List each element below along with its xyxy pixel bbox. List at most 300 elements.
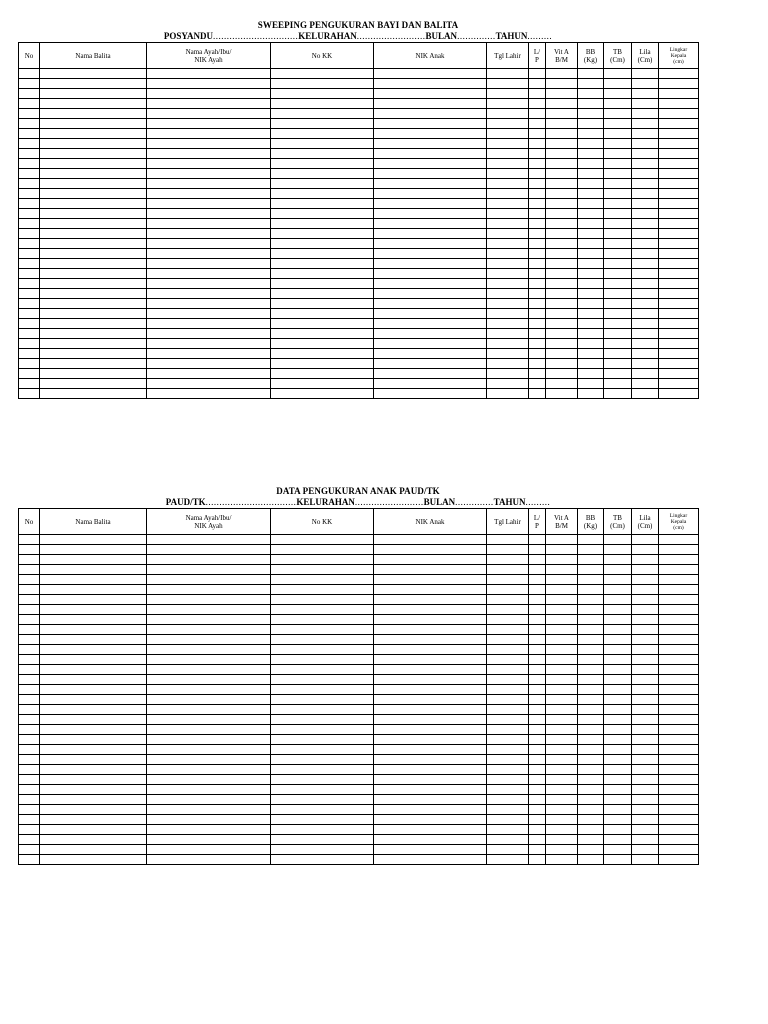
cell-bb[interactable]: [578, 735, 604, 745]
cell-no[interactable]: [19, 139, 40, 149]
cell-tb[interactable]: [604, 219, 632, 229]
cell-nama-ayah-ibu[interactable]: [147, 269, 271, 279]
cell-bb[interactable]: [578, 745, 604, 755]
cell-nama-balita[interactable]: [40, 685, 147, 695]
cell-nama-balita[interactable]: [40, 855, 147, 865]
cell-no[interactable]: [19, 199, 40, 209]
cell-lila[interactable]: [632, 199, 659, 209]
cell-lp[interactable]: [529, 535, 546, 545]
cell-no-kk[interactable]: [271, 269, 374, 279]
cell-no[interactable]: [19, 349, 40, 359]
cell-no-kk[interactable]: [271, 805, 374, 815]
cell-nik-anak[interactable]: [374, 69, 487, 79]
cell-lila[interactable]: [632, 99, 659, 109]
cell-no[interactable]: [19, 329, 40, 339]
cell-no[interactable]: [19, 635, 40, 645]
cell-bb[interactable]: [578, 259, 604, 269]
cell-nik-anak[interactable]: [374, 755, 487, 765]
cell-bb[interactable]: [578, 725, 604, 735]
cell-tb[interactable]: [604, 765, 632, 775]
cell-nama-balita[interactable]: [40, 785, 147, 795]
cell-lila[interactable]: [632, 585, 659, 595]
cell-nama-ayah-ibu[interactable]: [147, 575, 271, 585]
cell-lp[interactable]: [529, 349, 546, 359]
cell-nik-anak[interactable]: [374, 289, 487, 299]
cell-nama-ayah-ibu[interactable]: [147, 359, 271, 369]
cell-vit-a[interactable]: [546, 585, 578, 595]
field-posyandu-dots[interactable]: ...............................: [213, 31, 299, 41]
cell-nama-balita[interactable]: [40, 585, 147, 595]
cell-no[interactable]: [19, 109, 40, 119]
cell-tb[interactable]: [604, 785, 632, 795]
cell-bb[interactable]: [578, 535, 604, 545]
cell-no-kk[interactable]: [271, 815, 374, 825]
cell-nama-balita[interactable]: [40, 695, 147, 705]
cell-tb[interactable]: [604, 389, 632, 399]
cell-nama-balita[interactable]: [40, 805, 147, 815]
cell-lingkar-kepala[interactable]: [659, 239, 699, 249]
cell-lingkar-kepala[interactable]: [659, 79, 699, 89]
cell-nama-balita[interactable]: [40, 179, 147, 189]
cell-lingkar-kepala[interactable]: [659, 209, 699, 219]
cell-no-kk[interactable]: [271, 685, 374, 695]
cell-tgl-lahir[interactable]: [487, 585, 529, 595]
cell-tgl-lahir[interactable]: [487, 535, 529, 545]
cell-lp[interactable]: [529, 99, 546, 109]
cell-lingkar-kepala[interactable]: [659, 199, 699, 209]
cell-bb[interactable]: [578, 219, 604, 229]
cell-nik-anak[interactable]: [374, 239, 487, 249]
cell-bb[interactable]: [578, 635, 604, 645]
cell-tb[interactable]: [604, 585, 632, 595]
cell-lp[interactable]: [529, 189, 546, 199]
cell-nik-anak[interactable]: [374, 339, 487, 349]
cell-nik-anak[interactable]: [374, 369, 487, 379]
cell-lp[interactable]: [529, 705, 546, 715]
cell-lingkar-kepala[interactable]: [659, 805, 699, 815]
cell-nama-ayah-ibu[interactable]: [147, 545, 271, 555]
cell-nama-balita[interactable]: [40, 129, 147, 139]
cell-nama-ayah-ibu[interactable]: [147, 369, 271, 379]
cell-lila[interactable]: [632, 785, 659, 795]
cell-tgl-lahir[interactable]: [487, 635, 529, 645]
cell-no-kk[interactable]: [271, 765, 374, 775]
cell-tb[interactable]: [604, 815, 632, 825]
cell-lp[interactable]: [529, 129, 546, 139]
cell-vit-a[interactable]: [546, 129, 578, 139]
cell-tgl-lahir[interactable]: [487, 369, 529, 379]
cell-lingkar-kepala[interactable]: [659, 359, 699, 369]
cell-nik-anak[interactable]: [374, 89, 487, 99]
cell-no[interactable]: [19, 575, 40, 585]
cell-lingkar-kepala[interactable]: [659, 855, 699, 865]
cell-lila[interactable]: [632, 635, 659, 645]
cell-lp[interactable]: [529, 735, 546, 745]
cell-tgl-lahir[interactable]: [487, 149, 529, 159]
cell-nik-anak[interactable]: [374, 149, 487, 159]
cell-lingkar-kepala[interactable]: [659, 615, 699, 625]
cell-bb[interactable]: [578, 625, 604, 635]
cell-vit-a[interactable]: [546, 835, 578, 845]
cell-tb[interactable]: [604, 239, 632, 249]
cell-nik-anak[interactable]: [374, 299, 487, 309]
cell-nama-balita[interactable]: [40, 745, 147, 755]
cell-tb[interactable]: [604, 319, 632, 329]
cell-lp[interactable]: [529, 329, 546, 339]
cell-bb[interactable]: [578, 99, 604, 109]
cell-no[interactable]: [19, 685, 40, 695]
cell-lingkar-kepala[interactable]: [659, 379, 699, 389]
cell-nama-balita[interactable]: [40, 279, 147, 289]
cell-tgl-lahir[interactable]: [487, 835, 529, 845]
cell-no-kk[interactable]: [271, 129, 374, 139]
cell-lp[interactable]: [529, 605, 546, 615]
cell-vit-a[interactable]: [546, 545, 578, 555]
cell-tb[interactable]: [604, 379, 632, 389]
cell-no-kk[interactable]: [271, 189, 374, 199]
cell-tb[interactable]: [604, 369, 632, 379]
cell-no[interactable]: [19, 835, 40, 845]
cell-lp[interactable]: [529, 249, 546, 259]
cell-no-kk[interactable]: [271, 635, 374, 645]
field-tahun-dots[interactable]: .........: [527, 31, 553, 41]
cell-tgl-lahir[interactable]: [487, 139, 529, 149]
cell-tb[interactable]: [604, 565, 632, 575]
cell-bb[interactable]: [578, 389, 604, 399]
cell-lp[interactable]: [529, 159, 546, 169]
cell-bb[interactable]: [578, 675, 604, 685]
cell-tgl-lahir[interactable]: [487, 269, 529, 279]
field-bulan-dots[interactable]: ..............: [455, 497, 494, 507]
cell-tgl-lahir[interactable]: [487, 695, 529, 705]
cell-nama-ayah-ibu[interactable]: [147, 389, 271, 399]
cell-nik-anak[interactable]: [374, 655, 487, 665]
cell-vit-a[interactable]: [546, 79, 578, 89]
cell-bb[interactable]: [578, 69, 604, 79]
cell-nik-anak[interactable]: [374, 835, 487, 845]
cell-nik-anak[interactable]: [374, 775, 487, 785]
cell-nama-balita[interactable]: [40, 825, 147, 835]
cell-nama-balita[interactable]: [40, 189, 147, 199]
cell-bb[interactable]: [578, 815, 604, 825]
cell-vit-a[interactable]: [546, 309, 578, 319]
cell-lila[interactable]: [632, 735, 659, 745]
cell-lila[interactable]: [632, 795, 659, 805]
cell-nama-ayah-ibu[interactable]: [147, 685, 271, 695]
cell-no[interactable]: [19, 69, 40, 79]
cell-no[interactable]: [19, 625, 40, 635]
cell-bb[interactable]: [578, 109, 604, 119]
cell-no-kk[interactable]: [271, 735, 374, 745]
cell-lila[interactable]: [632, 755, 659, 765]
cell-nama-balita[interactable]: [40, 735, 147, 745]
cell-tb[interactable]: [604, 99, 632, 109]
cell-lila[interactable]: [632, 845, 659, 855]
cell-nama-balita[interactable]: [40, 665, 147, 675]
cell-no-kk[interactable]: [271, 349, 374, 359]
cell-tgl-lahir[interactable]: [487, 159, 529, 169]
cell-bb[interactable]: [578, 545, 604, 555]
cell-lingkar-kepala[interactable]: [659, 815, 699, 825]
cell-no[interactable]: [19, 369, 40, 379]
cell-nama-ayah-ibu[interactable]: [147, 259, 271, 269]
cell-vit-a[interactable]: [546, 369, 578, 379]
cell-nik-anak[interactable]: [374, 129, 487, 139]
cell-lila[interactable]: [632, 119, 659, 129]
cell-bb[interactable]: [578, 319, 604, 329]
cell-nik-anak[interactable]: [374, 379, 487, 389]
cell-lila[interactable]: [632, 575, 659, 585]
cell-lila[interactable]: [632, 665, 659, 675]
cell-tgl-lahir[interactable]: [487, 319, 529, 329]
cell-bb[interactable]: [578, 795, 604, 805]
cell-bb[interactable]: [578, 179, 604, 189]
cell-nama-balita[interactable]: [40, 845, 147, 855]
cell-lp[interactable]: [529, 615, 546, 625]
cell-nama-balita[interactable]: [40, 645, 147, 655]
cell-nik-anak[interactable]: [374, 329, 487, 339]
cell-nik-anak[interactable]: [374, 605, 487, 615]
cell-nik-anak[interactable]: [374, 545, 487, 555]
cell-no[interactable]: [19, 615, 40, 625]
cell-lp[interactable]: [529, 805, 546, 815]
cell-vit-a[interactable]: [546, 289, 578, 299]
cell-lingkar-kepala[interactable]: [659, 685, 699, 695]
cell-vit-a[interactable]: [546, 269, 578, 279]
cell-tgl-lahir[interactable]: [487, 69, 529, 79]
cell-no[interactable]: [19, 585, 40, 595]
cell-bb[interactable]: [578, 139, 604, 149]
cell-vit-a[interactable]: [546, 685, 578, 695]
cell-no[interactable]: [19, 99, 40, 109]
cell-tgl-lahir[interactable]: [487, 89, 529, 99]
cell-tb[interactable]: [604, 535, 632, 545]
cell-tgl-lahir[interactable]: [487, 119, 529, 129]
cell-nama-ayah-ibu[interactable]: [147, 625, 271, 635]
cell-lingkar-kepala[interactable]: [659, 635, 699, 645]
cell-tgl-lahir[interactable]: [487, 209, 529, 219]
cell-lp[interactable]: [529, 359, 546, 369]
cell-tgl-lahir[interactable]: [487, 179, 529, 189]
cell-vit-a[interactable]: [546, 359, 578, 369]
cell-no[interactable]: [19, 755, 40, 765]
cell-no[interactable]: [19, 89, 40, 99]
cell-bb[interactable]: [578, 129, 604, 139]
cell-lingkar-kepala[interactable]: [659, 269, 699, 279]
cell-nama-balita[interactable]: [40, 149, 147, 159]
cell-lingkar-kepala[interactable]: [659, 775, 699, 785]
cell-lila[interactable]: [632, 805, 659, 815]
cell-lp[interactable]: [529, 835, 546, 845]
cell-vit-a[interactable]: [546, 695, 578, 705]
cell-vit-a[interactable]: [546, 139, 578, 149]
cell-no-kk[interactable]: [271, 655, 374, 665]
cell-tgl-lahir[interactable]: [487, 605, 529, 615]
cell-nik-anak[interactable]: [374, 119, 487, 129]
cell-no-kk[interactable]: [271, 159, 374, 169]
cell-lp[interactable]: [529, 675, 546, 685]
cell-vit-a[interactable]: [546, 149, 578, 159]
cell-no-kk[interactable]: [271, 835, 374, 845]
cell-tb[interactable]: [604, 725, 632, 735]
cell-no[interactable]: [19, 269, 40, 279]
cell-no-kk[interactable]: [271, 775, 374, 785]
cell-nama-ayah-ibu[interactable]: [147, 99, 271, 109]
cell-nama-ayah-ibu[interactable]: [147, 329, 271, 339]
cell-nama-ayah-ibu[interactable]: [147, 289, 271, 299]
cell-nik-anak[interactable]: [374, 725, 487, 735]
cell-no[interactable]: [19, 715, 40, 725]
cell-lp[interactable]: [529, 259, 546, 269]
cell-tb[interactable]: [604, 655, 632, 665]
cell-nama-ayah-ibu[interactable]: [147, 735, 271, 745]
cell-lp[interactable]: [529, 655, 546, 665]
cell-lp[interactable]: [529, 815, 546, 825]
cell-vit-a[interactable]: [546, 199, 578, 209]
cell-tb[interactable]: [604, 269, 632, 279]
cell-lila[interactable]: [632, 349, 659, 359]
cell-lp[interactable]: [529, 389, 546, 399]
cell-vit-a[interactable]: [546, 635, 578, 645]
cell-tb[interactable]: [604, 545, 632, 555]
cell-no-kk[interactable]: [271, 359, 374, 369]
cell-no[interactable]: [19, 299, 40, 309]
cell-lp[interactable]: [529, 695, 546, 705]
cell-tb[interactable]: [604, 695, 632, 705]
cell-lingkar-kepala[interactable]: [659, 755, 699, 765]
cell-lingkar-kepala[interactable]: [659, 555, 699, 565]
cell-tb[interactable]: [604, 835, 632, 845]
cell-tgl-lahir[interactable]: [487, 805, 529, 815]
cell-vit-a[interactable]: [546, 555, 578, 565]
cell-bb[interactable]: [578, 785, 604, 795]
field-bulan-dots[interactable]: ..............: [457, 31, 496, 41]
cell-tgl-lahir[interactable]: [487, 745, 529, 755]
cell-no[interactable]: [19, 735, 40, 745]
cell-no[interactable]: [19, 169, 40, 179]
cell-lila[interactable]: [632, 595, 659, 605]
cell-nik-anak[interactable]: [374, 535, 487, 545]
cell-nama-balita[interactable]: [40, 349, 147, 359]
cell-nama-ayah-ibu[interactable]: [147, 89, 271, 99]
field-paud-dots[interactable]: .................................: [205, 497, 297, 507]
cell-bb[interactable]: [578, 645, 604, 655]
cell-tgl-lahir[interactable]: [487, 379, 529, 389]
cell-nama-balita[interactable]: [40, 309, 147, 319]
cell-bb[interactable]: [578, 369, 604, 379]
cell-bb[interactable]: [578, 379, 604, 389]
cell-nik-anak[interactable]: [374, 99, 487, 109]
cell-vit-a[interactable]: [546, 279, 578, 289]
cell-vit-a[interactable]: [546, 339, 578, 349]
cell-tb[interactable]: [604, 69, 632, 79]
cell-no-kk[interactable]: [271, 179, 374, 189]
cell-vit-a[interactable]: [546, 845, 578, 855]
cell-vit-a[interactable]: [546, 795, 578, 805]
cell-lp[interactable]: [529, 309, 546, 319]
cell-nik-anak[interactable]: [374, 625, 487, 635]
cell-nama-balita[interactable]: [40, 89, 147, 99]
cell-lingkar-kepala[interactable]: [659, 705, 699, 715]
cell-nama-balita[interactable]: [40, 835, 147, 845]
cell-tb[interactable]: [604, 705, 632, 715]
cell-lp[interactable]: [529, 69, 546, 79]
cell-vit-a[interactable]: [546, 575, 578, 585]
cell-no[interactable]: [19, 119, 40, 129]
cell-no-kk[interactable]: [271, 575, 374, 585]
cell-tgl-lahir[interactable]: [487, 675, 529, 685]
cell-nik-anak[interactable]: [374, 249, 487, 259]
cell-nik-anak[interactable]: [374, 349, 487, 359]
cell-nik-anak[interactable]: [374, 705, 487, 715]
cell-no[interactable]: [19, 189, 40, 199]
cell-nik-anak[interactable]: [374, 109, 487, 119]
cell-tb[interactable]: [604, 199, 632, 209]
cell-nik-anak[interactable]: [374, 845, 487, 855]
cell-nama-balita[interactable]: [40, 705, 147, 715]
cell-lingkar-kepala[interactable]: [659, 795, 699, 805]
cell-no-kk[interactable]: [271, 825, 374, 835]
cell-nama-balita[interactable]: [40, 545, 147, 555]
cell-lila[interactable]: [632, 545, 659, 555]
cell-nama-ayah-ibu[interactable]: [147, 349, 271, 359]
cell-tgl-lahir[interactable]: [487, 189, 529, 199]
cell-no-kk[interactable]: [271, 119, 374, 129]
cell-vit-a[interactable]: [546, 209, 578, 219]
cell-vit-a[interactable]: [546, 655, 578, 665]
cell-tgl-lahir[interactable]: [487, 795, 529, 805]
cell-nama-balita[interactable]: [40, 119, 147, 129]
cell-tb[interactable]: [604, 189, 632, 199]
cell-no-kk[interactable]: [271, 209, 374, 219]
cell-no-kk[interactable]: [271, 149, 374, 159]
cell-lp[interactable]: [529, 575, 546, 585]
cell-lila[interactable]: [632, 535, 659, 545]
cell-nama-balita[interactable]: [40, 359, 147, 369]
cell-vit-a[interactable]: [546, 349, 578, 359]
cell-lp[interactable]: [529, 785, 546, 795]
cell-nama-balita[interactable]: [40, 339, 147, 349]
cell-lp[interactable]: [529, 339, 546, 349]
cell-nik-anak[interactable]: [374, 269, 487, 279]
cell-nik-anak[interactable]: [374, 645, 487, 655]
cell-lingkar-kepala[interactable]: [659, 545, 699, 555]
cell-nama-balita[interactable]: [40, 635, 147, 645]
cell-vit-a[interactable]: [546, 595, 578, 605]
cell-tgl-lahir[interactable]: [487, 595, 529, 605]
cell-lp[interactable]: [529, 685, 546, 695]
cell-no[interactable]: [19, 805, 40, 815]
cell-tgl-lahir[interactable]: [487, 239, 529, 249]
cell-lila[interactable]: [632, 229, 659, 239]
cell-lp[interactable]: [529, 545, 546, 555]
cell-no[interactable]: [19, 279, 40, 289]
cell-nama-balita[interactable]: [40, 159, 147, 169]
cell-tgl-lahir[interactable]: [487, 825, 529, 835]
cell-lila[interactable]: [632, 655, 659, 665]
cell-lila[interactable]: [632, 109, 659, 119]
cell-no[interactable]: [19, 795, 40, 805]
cell-no[interactable]: [19, 219, 40, 229]
cell-nik-anak[interactable]: [374, 765, 487, 775]
cell-nama-ayah-ibu[interactable]: [147, 745, 271, 755]
cell-vit-a[interactable]: [546, 675, 578, 685]
cell-nama-ayah-ibu[interactable]: [147, 855, 271, 865]
cell-bb[interactable]: [578, 149, 604, 159]
cell-tb[interactable]: [604, 169, 632, 179]
cell-lp[interactable]: [529, 119, 546, 129]
cell-bb[interactable]: [578, 775, 604, 785]
